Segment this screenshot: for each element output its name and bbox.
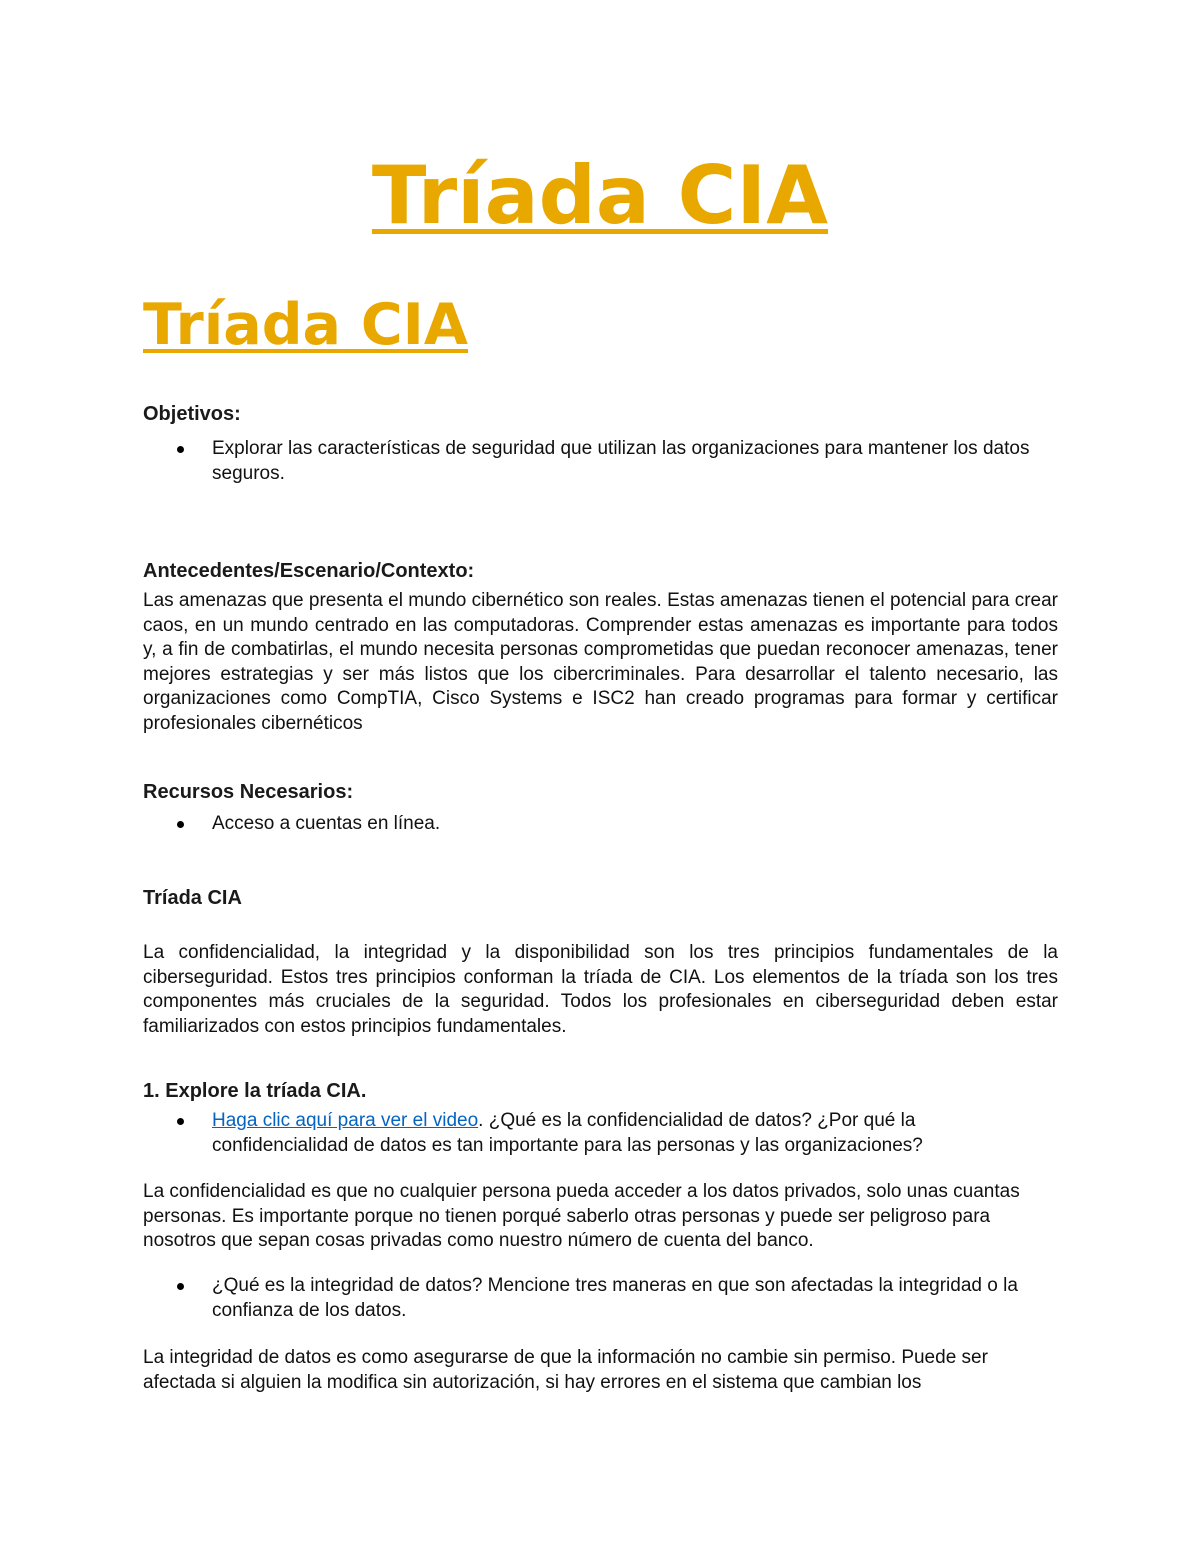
list-item xyxy=(143,1274,1058,1323)
bullet-icon xyxy=(177,1118,184,1125)
objetivos-bullet-text: Explorar las características de seguridad que utilizan las organizaciones para mantener los datos seguros. xyxy=(212,438,1030,484)
antecedentes-heading: Antecedentes/Escenario/Contexto: xyxy=(143,560,475,582)
answer-1-paragraph: La confidencialidad es que no cualquier persona pueda acceder a los datos privados, solo unas cuantas personas. Es importante porque no tienen porqué saberlo otras personas y puede ser peligroso para nosotros que sepan cosas privadas como nuestro número de cuenta del banco. xyxy=(143,1181,1020,1251)
triada-heading: Tríada CIA xyxy=(143,887,242,909)
triada-paragraph: La confidencialidad, la integridad y la disponibilidad son los tres principios fundamentales de la ciberseguridad. Estos tres principios conforman la tríada de CIA. Los elementos de la tríada son los tres componentes más cruciales de la seguridad. Todos los profesionales en ciberseguridad deben estar familiarizados con estos principios fundamentales. xyxy=(143,942,1058,1037)
recursos-bullet-text: Acceso a cuentas en línea. xyxy=(212,813,441,834)
question-1-text: . ¿Qué es la confidencialidad de datos? ¿Por qué la confidencialidad de datos es tan importante para las personas y las organizaciones? xyxy=(212,1110,923,1156)
question-1 xyxy=(212,1109,1042,1158)
question-2-text: ¿Qué es la integridad de datos? Mencione tres maneras en que son afectadas la integridad o la confianza de los datos. xyxy=(212,1275,1018,1321)
bullet-icon xyxy=(177,446,184,453)
objetivos-heading: Objetivos: xyxy=(143,403,241,425)
video-link[interactable]: Haga clic aquí para ver el video xyxy=(212,1110,479,1131)
document-subtitle: Tríada CIA xyxy=(143,292,468,358)
answer-2-paragraph: La integridad de datos es como asegurarse de que la información no cambie sin permiso. Puede ser afectada si alguien la modifica sin autorización, si hay errores en el sistema que cambian los xyxy=(143,1347,988,1393)
list-item xyxy=(143,1109,1058,1158)
bullet-icon xyxy=(177,1283,184,1290)
recursos-heading: Recursos Necesarios: xyxy=(143,781,354,803)
list-item xyxy=(143,812,1058,837)
antecedentes-paragraph: Las amenazas que presenta el mundo cibernético son reales. Estas amenazas tienen el potencial para crear caos, en un mundo centrado en las computadoras. Comprender estas amenazas es importante para todos y, a fin de combatirlas, el mundo necesita personas comprometidas que puedan reconocer amenazas, tener mejores estrategias y ser más listos que los cibercriminales. Para desarrollar el talento necesario, las organizaciones como CompTIA, Cisco Systems e ISC2 han creado programas para formar y certificar profesionales cibernéticos xyxy=(143,590,1058,734)
document-title: Tríada CIA xyxy=(371,149,829,242)
step1-heading: 1. Explore la tríada CIA. xyxy=(143,1080,367,1102)
bullet-icon xyxy=(177,821,184,828)
list-item xyxy=(143,437,1058,486)
